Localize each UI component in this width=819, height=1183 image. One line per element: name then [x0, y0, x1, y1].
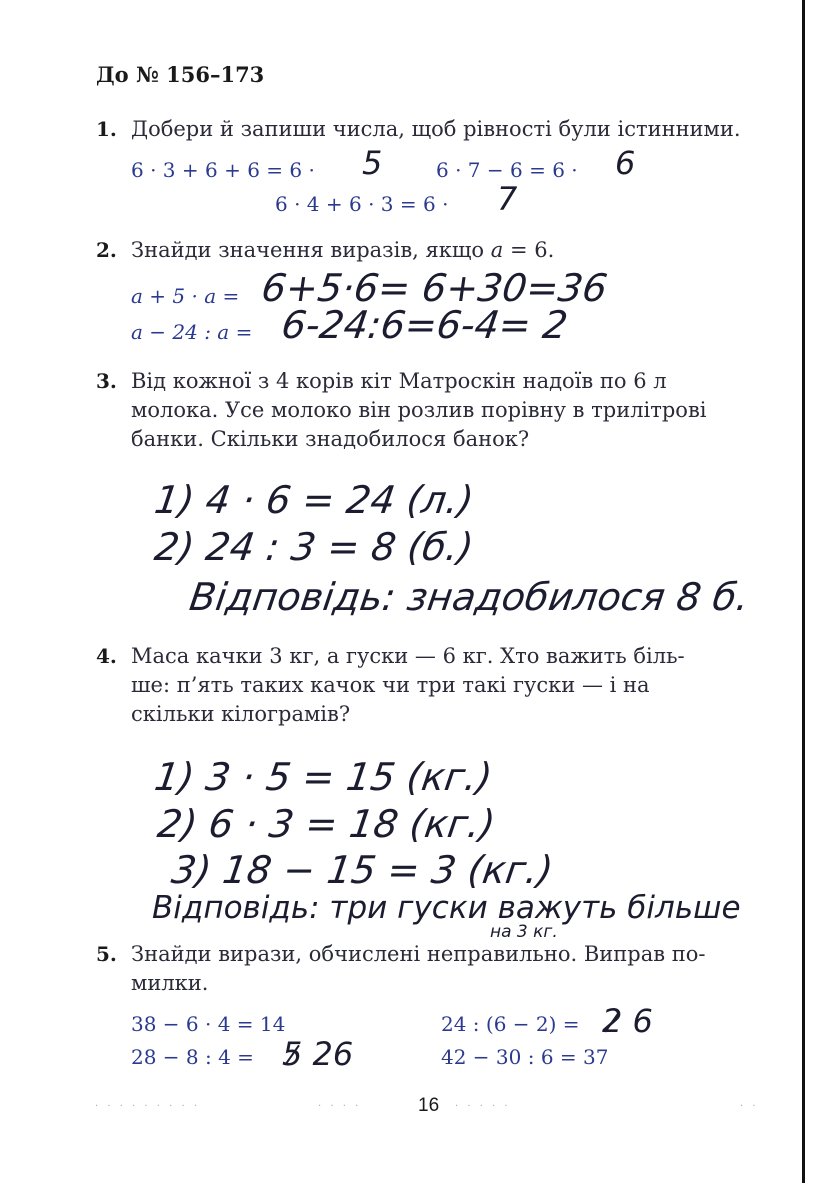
- handwritten-solution-1: 6+5·6= 6+30=36: [258, 266, 611, 310]
- expression-3: [441, 1012, 580, 1036]
- task-number: 5.: [96, 942, 117, 966]
- expression-1: a + 5 · a =: [131, 284, 240, 308]
- handwritten-step-1: 1) 4 · 6 = 24 (л.): [151, 478, 477, 522]
- expression-2-text: 28 − 8 : 4 =: [131, 1045, 254, 1069]
- handwritten-step-3: 3) 18 − 15 = 3 (кг.): [168, 848, 556, 892]
- footer-dots-left: · · · · · · · · ·: [95, 1101, 201, 1112]
- task-line-3: банки. Скільки знадобилося банок?: [131, 427, 530, 451]
- footer-dots-right: · ·: [740, 1101, 759, 1112]
- crossed-out-value: 5: [282, 1035, 303, 1073]
- task-line-1: Маса качки 3 кг, а гуски — 6 кг. Хто важить біль-: [131, 644, 685, 668]
- handwritten-correction-3: [602, 1002, 653, 1040]
- expression-2: a − 24 : a =: [131, 320, 253, 344]
- task-line-1: Від кожної з 4 корів кіт Матроскін надоїв по 6 л: [131, 369, 667, 393]
- handwritten-step-2: 2) 6 · 3 = 18 (кг.): [154, 802, 498, 846]
- expression-2: [131, 1045, 254, 1069]
- page-number: 16: [418, 1095, 440, 1116]
- footer-dots-center-right: · · · · ·: [455, 1101, 511, 1112]
- task-line-2: молока. Усе молоко він розлив порівну в трилітрові: [131, 398, 707, 422]
- corrected-value: 6: [632, 1002, 653, 1040]
- task-number: 2.: [96, 238, 117, 262]
- page-edge-line: [802, 0, 805, 1183]
- handwritten-answer: Відповідь: три гуски важуть більше: [152, 890, 741, 926]
- handwritten-correction-2: [282, 1035, 353, 1073]
- equation-2: 6 · 7 − 6 = 6 ·: [436, 158, 578, 182]
- task-text: [131, 238, 554, 262]
- equation-1: 6 · 3 + 6 + 6 = 6 ·: [131, 158, 315, 182]
- task-line-1: Знайди вирази, обчислені неправильно. Виправ по-: [131, 942, 706, 966]
- handwritten-solution-2: 6-24:6=6-4= 2: [278, 303, 571, 347]
- variable-a: a: [490, 238, 504, 262]
- task-text-prefix: Знайди значення виразів, якщо: [131, 238, 485, 262]
- task-text-suffix: = 6.: [509, 238, 555, 262]
- task-line-2: милки.: [131, 971, 209, 995]
- equation-3: 6 · 4 + 6 · 3 = 6 ·: [275, 192, 449, 216]
- handwritten-answer-3: 7: [497, 180, 518, 218]
- handwritten-answer-note: на 3 кг.: [490, 922, 558, 942]
- task-line-2: ше: п’ять таких качок чи три такі гуски — і на: [131, 673, 650, 697]
- handwritten-step-1: 1) 3 · 5 = 15 (кг.): [151, 755, 495, 799]
- corrected-value: 26: [312, 1035, 354, 1073]
- task-number: 3.: [96, 369, 117, 393]
- task-text: Добери й запиши числа, щоб рівності були істинними.: [131, 117, 741, 141]
- section-heading: До № 156–173: [96, 62, 265, 87]
- footer-dots-center-left: · · · ·: [318, 1101, 362, 1112]
- handwritten-answer-1: 5: [362, 144, 383, 182]
- handwritten-answer-2: 6: [615, 144, 636, 182]
- handwritten-answer: Відповідь: знадобилося 8 б.: [186, 575, 752, 619]
- expression-1: 38 − 6 · 4 = 14: [131, 1012, 286, 1036]
- task-number: 4.: [96, 644, 117, 668]
- task-line-3: скільки кілограмів?: [131, 702, 351, 726]
- expression-4: 42 − 30 : 6 = 37: [441, 1045, 609, 1069]
- crossed-out-value: 2: [602, 1002, 623, 1040]
- task-number: 1.: [96, 117, 117, 141]
- expression-3-text: 24 : (6 − 2) =: [441, 1012, 580, 1036]
- handwritten-step-2: 2) 24 : 3 = 8 (б.): [151, 525, 477, 569]
